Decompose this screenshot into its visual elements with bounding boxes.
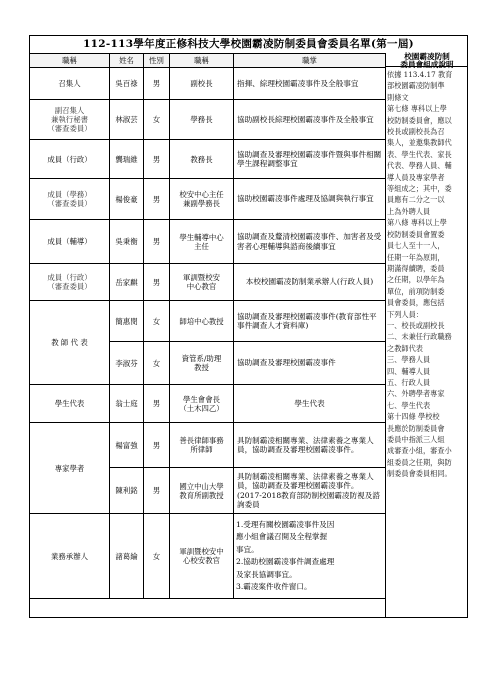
- side-text-line: 七、學生代表: [387, 400, 431, 410]
- cell-position: 副校長: [170, 68, 234, 100]
- cell-position: 國立中山大學 教育所副教授: [170, 468, 234, 514]
- cell-position: 學生輔導中心 主任: [170, 220, 234, 264]
- table-row: [30, 514, 386, 599]
- cell-name: 吳秉衡: [110, 220, 144, 264]
- cell-duty-list: [234, 514, 386, 599]
- cell-position: 師培中心教授: [170, 301, 234, 342]
- side-text-line: 期滿得續聘，委員: [387, 263, 445, 273]
- side-text-line: 單位，前項防制委: [387, 286, 445, 296]
- side-text-line: 之教師代表: [387, 343, 423, 353]
- cell-position: 資管系/助理 教授: [170, 342, 234, 385]
- side-header-line: 校園霸凌防制: [404, 52, 450, 61]
- side-text-line: 上為外聘人員: [387, 206, 431, 216]
- cell-duty: 學生代表: [234, 385, 386, 423]
- header-role: 職稱: [30, 54, 110, 68]
- cell-gender: 女: [144, 342, 170, 385]
- cell-duty: 具防制霸凌相關專業、法律素養之專業人員，協助調查及審理校園霸凌事件。(2017-2018教育部防制校園霸凌防視及諮詢委員: [234, 468, 386, 514]
- cell-duty: 協助校園霸凌事件處理及協調與執行事宜: [234, 179, 386, 220]
- cell-duty: 協助調查及釐清校園霸凌事件、加害者及受害者心理輔導與諮商後續事宜: [234, 220, 386, 264]
- duty-line: 應小組會議召開及全程掌握: [236, 532, 328, 541]
- cell-gender: 男: [144, 423, 170, 468]
- header-name: 姓名: [110, 54, 144, 68]
- cell-gender: 女: [144, 100, 170, 140]
- cell-role: 成員（行政） （審查委員）: [30, 264, 110, 301]
- cell-name: 簡惠閔: [110, 301, 144, 342]
- cell-position: 教務長: [170, 140, 234, 179]
- side-text-line: 一、校長或副校長: [387, 320, 445, 330]
- cell-role: 成員（學務） （審查委員）: [30, 179, 110, 220]
- side-text-line: 三、學務人員: [387, 355, 431, 365]
- cell-position: 善長律師事務 所律師: [170, 423, 234, 468]
- table-row: [30, 100, 386, 140]
- cell-role: 學生代表: [30, 385, 110, 423]
- cell-position: 學生會會長 （土木四乙）: [170, 385, 234, 423]
- cell-duty: 具防制霸凌相關專業、法律素養之專業人員，協助調查及審理校園霸凌事件。: [234, 423, 386, 468]
- cell-gender: 男: [144, 179, 170, 220]
- header-gender: 性別: [144, 54, 170, 68]
- side-text-line: 部校園霸凌防制準: [387, 81, 445, 91]
- cell-duty: 協助調查及審理校園霸凌事件(教育部性平事件調查人才資料庫): [234, 301, 386, 342]
- side-text-line: 長應於防制委員會: [387, 423, 445, 433]
- cell-role: 召集人: [30, 68, 110, 100]
- table-row: [30, 140, 386, 179]
- cell-position: 校安中心主任 兼副學務長: [170, 179, 234, 220]
- cell-name: 岳家麒: [110, 264, 144, 301]
- side-text-line: 四、輔導人員: [387, 366, 431, 376]
- side-text-line: 之任期，以學年為: [387, 275, 445, 285]
- header-position: 職稱: [170, 54, 234, 68]
- cell-role-expert-group: 專家學者: [30, 423, 110, 514]
- side-text-line: 員應有二分之一以: [387, 195, 445, 205]
- table-header-row: [30, 54, 386, 68]
- header-duty: 職掌: [234, 54, 386, 68]
- side-panel-body: [386, 67, 468, 480]
- cell-role: 業務承辦人: [30, 514, 110, 599]
- committee-table: [29, 53, 386, 599]
- cell-name: 李淑芬: [110, 342, 144, 385]
- cell-gender: 女: [144, 514, 170, 599]
- cell-role: 成員（行政）: [30, 140, 110, 179]
- table-row: [30, 179, 386, 220]
- cell-gender: 男: [144, 68, 170, 100]
- side-text-line: 代表、學務人員、輔: [387, 161, 452, 171]
- side-text-line: 第八條 專科以上學: [387, 218, 447, 228]
- cell-name: 陳利銘: [110, 468, 144, 514]
- side-text-line: 校長或副校長為召: [387, 127, 445, 137]
- duty-line: 3.霸凌案件收件窗口。: [236, 582, 312, 591]
- side-text-line: 成審查小組，審查小: [387, 446, 452, 456]
- side-text-line: 集人，並邀集教師代: [387, 138, 452, 148]
- cell-duty: 指揮、綜理校園霸凌事件及全般事宜: [234, 68, 386, 100]
- cell-duty: 協助副校長綜理校園霸凌事件及全般事宜: [234, 100, 386, 140]
- table-row: [30, 220, 386, 264]
- cell-name: 楊富強: [110, 423, 144, 468]
- table-row: [30, 264, 386, 301]
- side-text-line: 五、行政人員: [387, 377, 431, 387]
- duty-line: 及家長協調事宜。: [236, 569, 297, 579]
- cell-position: 學務長: [170, 100, 234, 140]
- cell-gender: 女: [144, 301, 170, 342]
- side-text-line: 二、未兼任行政職務: [387, 332, 452, 342]
- cell-gender: 男: [144, 140, 170, 179]
- cell-name: 諸葛綸: [110, 514, 144, 599]
- cell-role: 成員（輔導）: [30, 220, 110, 264]
- table-row: [30, 68, 386, 100]
- side-text-line: 六、外聘學者專家: [387, 389, 445, 399]
- side-text-line: 則條文: [387, 92, 409, 102]
- side-text-line: 校防制委員會置委: [387, 229, 445, 239]
- side-text-line: 制委員會委員相同。: [387, 469, 452, 479]
- cell-gender: 男: [144, 385, 170, 423]
- side-text-line: 下列人員：: [387, 309, 423, 319]
- cell-role: 副召集人 兼執行秘書 （審查委員）: [30, 100, 110, 140]
- cell-role-teacher-group: 教 師 代 表: [30, 301, 110, 385]
- side-text-line: 委員中指派三人組: [387, 435, 445, 444]
- committee-composition-panel: [385, 53, 468, 618]
- duty-line: 2.協助校園霸凌事件調查處理: [236, 557, 335, 566]
- cell-position: 軍訓暨校安 中心教官: [170, 264, 234, 301]
- cell-name: 林淑芸: [110, 100, 144, 140]
- side-text-line: 等組成之；其中，委: [387, 184, 452, 194]
- cell-duty: 協助調查及審理校園霸凌事件: [234, 342, 386, 385]
- cell-name: 龔瑞維: [110, 140, 144, 179]
- side-text-line: 依據 113.4.17 教育: [387, 70, 453, 79]
- table-row: [30, 301, 386, 342]
- duty-line: 1.受理有關校園霸凌事件及因: [236, 519, 335, 529]
- side-text-line: 校防制委員會，應以: [387, 115, 452, 125]
- cell-gender: 男: [144, 468, 170, 514]
- side-text-line: 員七人至十一人，: [387, 241, 445, 251]
- cell-name: 翁士庭: [110, 385, 144, 423]
- cell-position: 軍訓暨校安中 心校安教官: [170, 514, 234, 599]
- document-title: 112-113學年度正修科技大學校園霸凌防制委員會委員名單(第一屆): [83, 38, 414, 50]
- side-text-line: 組委員之任期，與防: [387, 457, 452, 467]
- cell-gender: 男: [144, 220, 170, 264]
- table-row: [30, 423, 386, 468]
- cell-name: 吳百祿: [110, 68, 144, 100]
- cell-gender: 男: [144, 264, 170, 301]
- cell-duty: 協助調查及審理校園霸凌事件暨與事件相關學生課程調整事宜: [234, 140, 386, 179]
- cell-duty: 本校校園霸凌防制業承辦人(行政人員): [234, 264, 386, 301]
- side-text-line: 任期一年為原則，: [387, 252, 445, 262]
- side-panel-header: [386, 53, 468, 67]
- side-text-line: 員會委員，應包括: [387, 298, 445, 308]
- cell-name: 楊俊豪: [110, 179, 144, 220]
- side-header-line: 委員會組成說明: [400, 59, 454, 69]
- side-text-line: 表、學生代表、家長: [387, 149, 452, 159]
- side-text-line: 第十四條 學校校: [387, 412, 440, 422]
- side-text-line: 第七條 專科以上學: [387, 104, 447, 114]
- side-text-line: 導人員及專家學者: [387, 172, 445, 182]
- duty-line: 事宜。: [236, 544, 259, 554]
- table-row: [30, 385, 386, 423]
